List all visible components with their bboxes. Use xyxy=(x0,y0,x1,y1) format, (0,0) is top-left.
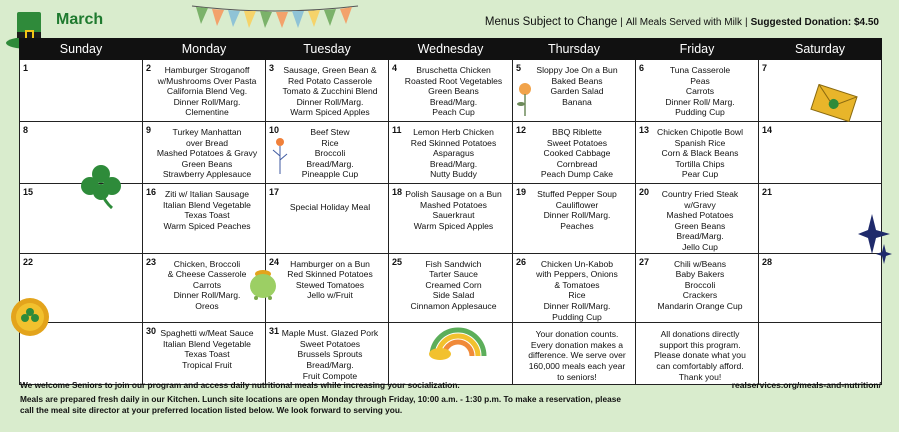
menu-item: Bread/Marg. xyxy=(429,158,478,169)
menu-item: Oreos xyxy=(195,300,219,311)
menu-item: Roasted Root Vegetables xyxy=(404,75,503,86)
menu-item: Asparagus xyxy=(432,148,475,159)
menu-item: Stuffed Pepper Soup xyxy=(537,189,617,199)
calendar-day-cell xyxy=(389,122,513,184)
menu-item: Chicken Chipotle Bowl xyxy=(657,127,743,137)
calendar-day-cell xyxy=(636,122,759,184)
menu-list xyxy=(389,254,512,312)
menu-item: Bruschetta Chicken xyxy=(416,65,491,75)
calendar-day-cell xyxy=(759,122,882,184)
donation-text: Suggested Donation: $4.50 xyxy=(750,17,879,28)
menu-item: Peas xyxy=(690,75,710,86)
menu-item: Clementine xyxy=(185,107,229,118)
day-number: 30 xyxy=(146,326,157,337)
menu-item: & Cheese Casserole xyxy=(167,269,247,280)
menu-item: w/Gravy xyxy=(684,199,716,210)
day-number: 10 xyxy=(269,125,280,135)
calendar-day-cell xyxy=(636,253,759,323)
menu-item: over Bread xyxy=(185,137,229,148)
menu-item: & Tomatoes xyxy=(554,279,600,290)
calendar-day-cell xyxy=(636,60,759,122)
menu-item: Carrots xyxy=(685,86,715,97)
menu-item: Corn & Black Beans xyxy=(661,148,739,159)
calendar-week-row xyxy=(20,184,882,254)
menu-list xyxy=(143,323,265,370)
calendar-week-row xyxy=(20,253,882,323)
calendar-day-cell xyxy=(20,60,143,122)
menu-item: Sweet Potatoes xyxy=(546,137,608,148)
menu-item: Peach Cup xyxy=(432,107,475,118)
header-notice: Menus Subject to Change | All Meals Served with Milk | Suggested Donation: $4.50 xyxy=(484,16,879,28)
weekday-saturday: Saturday xyxy=(759,39,882,60)
rainbow-icon xyxy=(426,320,490,360)
menu-item: Every donation makes a xyxy=(530,339,624,350)
weekday-friday: Friday xyxy=(636,39,759,60)
day-number: 20 xyxy=(639,187,650,197)
menu-item: Sausage, Green Bean & xyxy=(283,65,377,75)
menu-item: Mashed Potatoes xyxy=(666,210,734,221)
menu-item: Rice xyxy=(568,290,586,301)
menu-item: Chili w/Beans xyxy=(673,258,727,269)
menu-item: support this program. xyxy=(659,339,741,350)
menu-item: Brussels Sprouts xyxy=(297,349,363,360)
day-number: 26 xyxy=(516,256,527,267)
calendar-day-cell xyxy=(513,323,636,385)
menu-item: Your donation counts. xyxy=(535,329,619,340)
menu-item: Mashed Potatoes xyxy=(420,199,487,210)
menu-item: All donations directly xyxy=(660,329,740,340)
menu-item: Tarter Sauce xyxy=(429,269,478,280)
calendar-day-cell xyxy=(266,323,389,385)
menu-item: Texas Toast xyxy=(184,349,230,360)
day-number: 6 xyxy=(639,63,645,73)
menu-item: Garden Salad xyxy=(550,86,604,97)
day-number: 5 xyxy=(516,63,522,73)
calendar-day-cell xyxy=(513,184,636,254)
menu-item: Tuna Casserole xyxy=(669,65,731,75)
menu-list xyxy=(513,122,635,180)
calendar-day-cell xyxy=(636,323,759,385)
menu-item: Carrots xyxy=(192,279,222,290)
menu-list xyxy=(513,254,635,323)
menu-item: Pear Cup xyxy=(681,169,719,180)
calendar-day-cell xyxy=(513,253,636,323)
menu-list xyxy=(143,122,265,180)
menu-item: Dinner Roll/Marg. xyxy=(173,290,241,301)
day-number: 17 xyxy=(269,187,280,197)
day-number: 22 xyxy=(23,256,34,267)
menu-item: Jello Cup xyxy=(682,241,718,252)
menu-item: difference. We serve over xyxy=(528,350,626,361)
day-number: 21 xyxy=(762,187,773,197)
menu-item: Peaches xyxy=(560,220,594,231)
menu-item: Bread/Marg. xyxy=(676,231,724,242)
menu-item: Spanish Rice xyxy=(674,137,726,148)
day-number: 11 xyxy=(392,125,402,135)
menu-item: Chicken, Broccoli xyxy=(173,258,241,269)
menu-list xyxy=(143,184,265,231)
weekday-header xyxy=(20,39,882,60)
menu-item: Mandarin Orange Cup xyxy=(657,300,743,311)
calendar-day-cell xyxy=(513,122,636,184)
menu-item: Pudding Cup xyxy=(552,311,602,322)
calendar-day-cell xyxy=(266,253,389,323)
day-number: 19 xyxy=(516,187,527,197)
menu-item: Warm Spiced Apples xyxy=(413,220,494,231)
calendar-week-row xyxy=(20,60,882,122)
calendar-day-cell xyxy=(389,60,513,122)
day-number: 7 xyxy=(762,63,768,73)
menu-item: Sauerkraut xyxy=(432,210,475,221)
day-number: 4 xyxy=(392,63,398,73)
menu-item: Broccoli xyxy=(314,148,346,159)
menu-item: Please donate what you xyxy=(654,350,746,361)
menu-item: Special Holiday Meal xyxy=(289,202,371,212)
menu-item: Fruit Compote xyxy=(302,370,358,381)
gold-coin-icon xyxy=(9,296,51,338)
menu-item: Stewed Tomatoes xyxy=(295,279,365,290)
menu-list xyxy=(636,323,758,382)
menu-list xyxy=(636,184,758,253)
flower-icon xyxy=(270,136,290,174)
menu-item: to seniors! xyxy=(557,371,597,382)
calendar-day-cell xyxy=(389,184,513,254)
day-number: 15 xyxy=(23,187,34,197)
menu-item: Green Beans xyxy=(181,158,233,169)
menu-item: California Blend Veg. xyxy=(166,86,248,97)
menu-item: Dinner Roll/Marg. xyxy=(296,96,364,107)
menu-list xyxy=(389,60,512,118)
menu-item: Rice xyxy=(321,137,339,148)
day-number: 16 xyxy=(146,187,157,197)
menu-list xyxy=(266,254,388,301)
menu-list xyxy=(513,323,635,382)
day-number: 27 xyxy=(639,256,650,267)
menu-item: Country Fried Steak xyxy=(661,189,739,199)
day-number: 25 xyxy=(392,256,403,267)
menu-item: Italian Blend Vegetable xyxy=(163,338,251,349)
day-number: 8 xyxy=(23,125,29,135)
calendar-day-cell xyxy=(143,122,266,184)
calendar-day-cell xyxy=(266,60,389,122)
menu-item: Sloppy Joe On a Bun xyxy=(536,65,618,75)
calendar-day-cell xyxy=(143,323,266,385)
menu-item: Jello w/Fruit xyxy=(307,290,353,301)
footer-url[interactable]: realservices.org/meals-and-nutrition/ xyxy=(731,380,881,390)
milk-text: All Meals Served with Milk xyxy=(625,17,743,28)
menu-item: Maple Must. Glazed Pork xyxy=(281,328,379,339)
day-number: 3 xyxy=(269,63,275,73)
menu-item: Peach Dump Cake xyxy=(540,169,614,180)
notice-text: Menus Subject to Change xyxy=(484,16,618,28)
menu-item: Green Beans xyxy=(428,86,479,97)
menu-item: Banana xyxy=(562,96,592,107)
menu-item: Tortilla Chips xyxy=(675,158,725,169)
menu-item: Polish Sausage on a Bun xyxy=(405,189,502,199)
calendar-day-cell xyxy=(143,184,266,254)
menu-item: Thank you! xyxy=(678,371,722,382)
menu-item: Red Skinned Potatoes xyxy=(287,269,373,280)
menu-item: Cooked Cabbage xyxy=(543,148,611,159)
menu-item: with Peppers, Onions xyxy=(536,269,618,280)
menu-list xyxy=(636,60,758,118)
menu-item: Mashed Potatoes & Gravy xyxy=(156,148,258,159)
menu-item: Tomato & Zucchini Blend xyxy=(282,86,378,97)
menu-item: Crackers xyxy=(682,290,718,301)
bunting-icon xyxy=(190,2,360,32)
menu-item: Ziti w/ Italian Sausage xyxy=(164,189,250,199)
menu-item: Baked Beans xyxy=(551,75,603,86)
day-number: 28 xyxy=(762,256,773,267)
menu-item: Red Potato Casserole xyxy=(287,75,373,86)
day-number: 12 xyxy=(516,125,527,135)
menu-item: Strawberry Applesauce xyxy=(162,169,252,180)
menu-item: Spaghetti w/Meat Sauce xyxy=(160,328,254,339)
menu-item: Tropical Fruit xyxy=(182,359,232,370)
menu-item: Beef Stew xyxy=(310,127,350,137)
menu-item: Chicken Un-Kabob xyxy=(540,258,614,269)
day-number: 13 xyxy=(639,125,650,135)
menu-item: Texas Toast xyxy=(184,210,230,221)
menu-item: Pineapple Cup xyxy=(301,169,359,180)
menu-list xyxy=(266,323,388,381)
menu-item: Dinner Roll/ Marg. xyxy=(665,96,735,107)
day-number: 31 xyxy=(269,326,280,337)
menu-list xyxy=(636,254,758,312)
day-number: 9 xyxy=(146,125,152,135)
footer-hours: Meals are prepared fresh daily in our Kitchen. Lunch site locations are open Monday through Friday, 10:00 a.m. - 1:30 p.m. To make a reservation, please call the meal site director at your preferred location listed below. We look forward to serving you. xyxy=(20,394,621,415)
menu-item: Cauliflower xyxy=(555,199,599,210)
day-number: 23 xyxy=(146,256,157,267)
menu-item: Baby Bakers xyxy=(675,269,725,280)
calendar-day-cell xyxy=(636,184,759,254)
menu-item: Warm Spiced Apples xyxy=(290,107,370,118)
footer-welcome: We welcome Seniors to join our program and access daily nutritional meals while increasing your socialization. xyxy=(20,380,460,390)
menu-list xyxy=(266,184,388,213)
menu-item: Sweet Potatoes xyxy=(299,338,361,349)
menu-item: Bread/Marg. xyxy=(429,96,478,107)
menu-item: Broccoli xyxy=(684,279,716,290)
menu-list xyxy=(266,60,388,118)
menu-item: Fish Sandwich xyxy=(425,258,482,269)
flower-icon xyxy=(516,82,534,116)
day-number: 18 xyxy=(392,187,403,197)
calendar-day-cell xyxy=(266,184,389,254)
weekday-sunday: Sunday xyxy=(20,39,143,60)
menu-item: Dinner Roll/Marg. xyxy=(543,300,611,311)
weekday-monday: Monday xyxy=(143,39,266,60)
menu-item: Bread/Marg. xyxy=(306,359,354,370)
calendar-week-row xyxy=(20,122,882,184)
pot-of-gold-icon xyxy=(248,266,278,300)
menu-item: can comfortably afford. xyxy=(656,360,744,371)
menu-item: 160,000 meals each year xyxy=(528,360,626,371)
menu-item: w/Mushrooms Over Pasta xyxy=(157,75,257,86)
menu-item: Hamburger on a Bun xyxy=(290,258,370,269)
day-number: 14 xyxy=(762,125,773,135)
menu-item: Cinnamon Applesauce xyxy=(410,300,497,311)
weekday-wednesday: Wednesday xyxy=(389,39,513,60)
weekday-thursday: Thursday xyxy=(513,39,636,60)
menu-item: Dinner Roll/Marg. xyxy=(173,96,241,107)
envelope-icon xyxy=(808,84,860,122)
menu-item: Hamburger Stroganoff xyxy=(164,65,250,75)
menu-item: Turkey Manhattan xyxy=(172,127,242,137)
menu-list xyxy=(513,184,635,231)
menu-item: Pudding Cup xyxy=(675,107,725,118)
menu-list xyxy=(143,254,265,312)
menu-list xyxy=(636,122,758,180)
shamrock-icon xyxy=(80,162,122,210)
menu-item: Green Beans xyxy=(674,220,726,231)
day-number: 24 xyxy=(269,256,280,267)
menu-item: Nutty Buddy xyxy=(430,169,477,180)
menu-item: Red Skinned Potatoes xyxy=(410,137,497,148)
calendar-day-cell xyxy=(389,253,513,323)
day-number: 2 xyxy=(146,63,152,73)
menu-item: Warm Spiced Peaches xyxy=(163,220,251,231)
menu-item: Lemon Herb Chicken xyxy=(413,127,494,137)
menu-item: Side Salad xyxy=(432,290,475,301)
menu-list xyxy=(143,60,265,118)
sparkle-icon xyxy=(858,212,892,268)
calendar-day-cell xyxy=(143,60,266,122)
menu-item: Italian Blend Vegetable xyxy=(163,199,251,210)
menu-item: Creamed Corn xyxy=(425,279,482,290)
menu-item: Cornbread xyxy=(556,158,598,169)
day-number: 1 xyxy=(23,63,29,73)
menu-list xyxy=(389,122,512,180)
menu-list xyxy=(389,184,512,231)
calendar-day-cell xyxy=(759,323,882,385)
menu-item: Bread/Marg. xyxy=(306,158,354,169)
menu-item: BBQ Riblette xyxy=(552,127,602,137)
month-title: March xyxy=(56,11,104,28)
menu-item: Dinner Roll/Marg. xyxy=(543,210,611,221)
weekday-tuesday: Tuesday xyxy=(266,39,389,60)
